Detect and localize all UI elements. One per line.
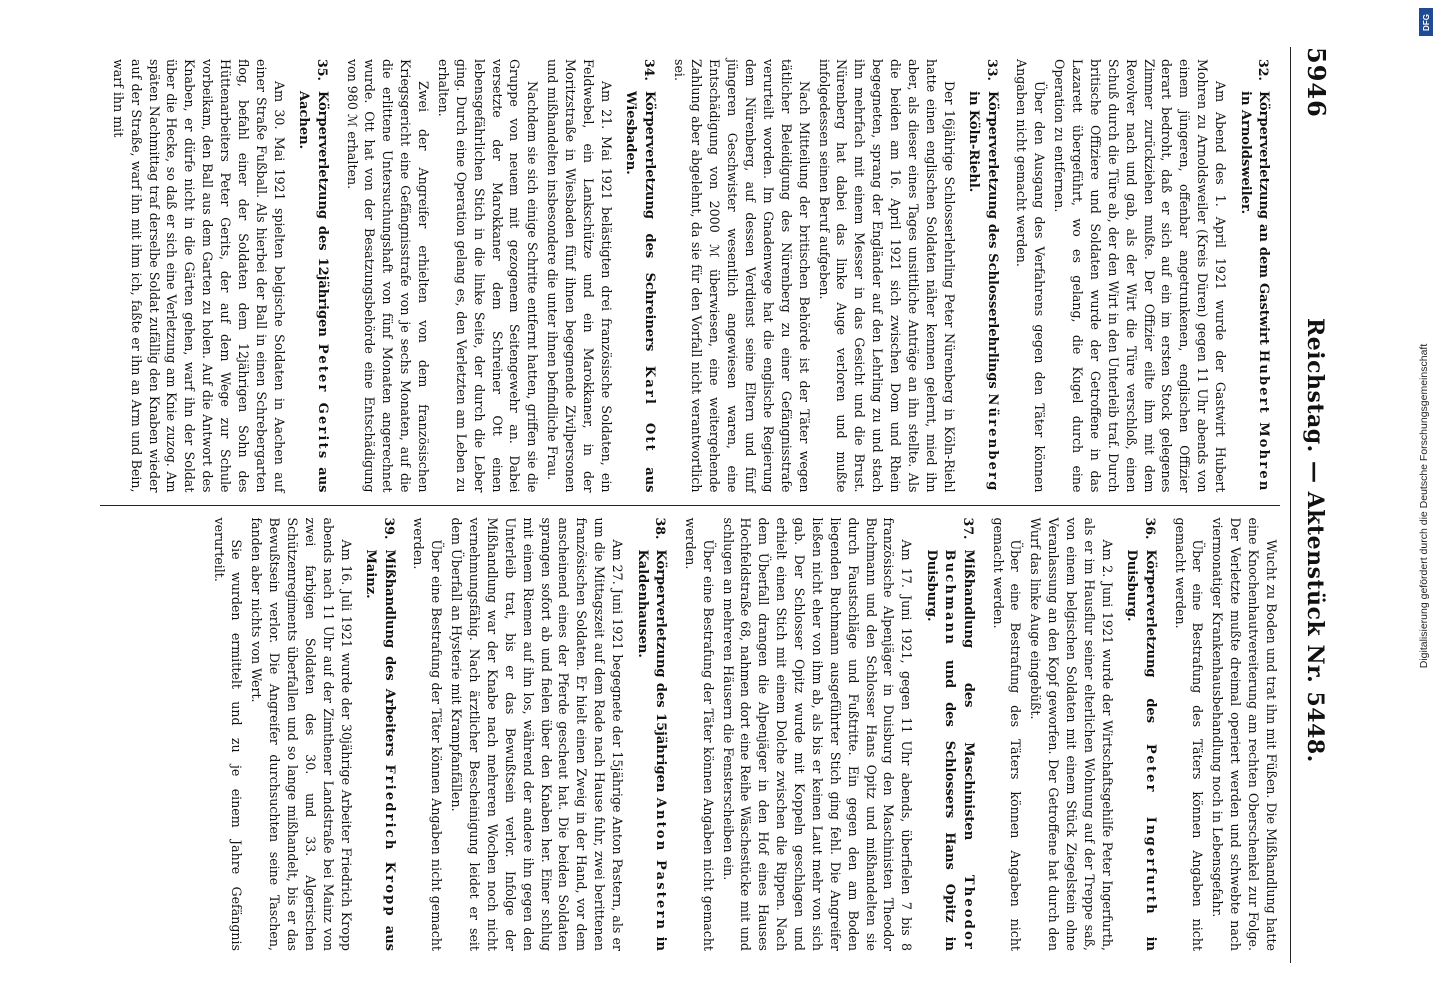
entry-paragraph: Am 21. Mai 1921 belästigten drei französische Soldaten, ein Feldwebel, ein Lankschütze und ein Marokkaner, in der Moritzstraße in Wiesbaden fünf ihnen begegnende Zivilpersonen und mißhandelten insbesondere die unter ihnen befindliche Frau. xyxy=(545,59,614,493)
entry-title-part: in Kaldenhausen. xyxy=(634,549,668,951)
entry-title-part: aus Wiesbaden. xyxy=(623,91,657,493)
column-right xyxy=(100,505,1280,964)
entry-title xyxy=(921,550,976,952)
entry-title-part: Anton Pastern xyxy=(652,797,668,932)
text-columns xyxy=(100,47,1280,963)
entry-paragraph: Der 16jährige Schlosserlehrling Peter Nürenberg in Köln-Riehl hatte einen englischen Soldaten näher kennen gelernt, mied ihn aber, als dieser eines Tages unsittliche Anträge an ihn stellte. Als die beiden am 16. April 1921 sich zwischen Dom und Rhein begegneten, sprang der Engländer auf den Lehrling zu und stach ihn mehrfach mit einem Messer in das Gesicht und die Brust. Nürenberg hat dabei das linke Auge verloren und mußte infolgedessen seinen Beruf aufgeben. xyxy=(816,59,957,493)
entry-heading xyxy=(621,59,658,493)
entry-paragraph: Am 30. Mai 1921 spielten belgische Soldaten in Aachen auf einer Straße Fußball. Als hierbei der Ball in einen Schrebergarten flog, befahl einer der Soldaten dem 12jährigen Sohn des Hüttenarbeiters Peter Gerits, der auf dem Wege zur Schule vorbeikam, den Ball aus dem Garten zu holen. Auf die Antwort des Knaben, er dürfe nicht in die Gärten gehen, warf ihn der Soldat über die Hecke, so daß er sich eine Verletzung am Knie zuzog. Am späten Nachmittag traf derselbe Soldat zufällig den Knaben wieder auf der Straße, warf ihn mit ihm ich, faßte er ihn an Arm und Bein, warf ihn mit xyxy=(110,59,287,493)
entry-title-part: Theodor Buchmann xyxy=(942,549,976,951)
entry-number: 37. xyxy=(960,517,976,540)
digitization-credit xyxy=(1412,20,1432,980)
entry-heading xyxy=(361,518,398,952)
entry-paragraph: Nach Mitteilung der britischen Behörde ist der Täter wegen tätlicher Beleidigung des Nürenberg zu einer Gefängnisstrafe verurteilt worden. Im Gnadenwege hat die englische Regierung dem Nürenberg, auf dessen Verdienst seine Eltern und fünf jüngeren Geschwister wesentlich angewiesen waren, eine Entschädigung von 2000 ℳ überwiesen, eine weitergehende Zahlung aber abgelehnt, da sie für den Vorfall nicht verantwortlich sei. xyxy=(671,59,812,493)
entry-paragraph: Zwei der Angreifer erhielten von dem französischen Kriegsgericht eine Gefängnisstrafe von je sechs Monaten, auf die die erlittene Untersuchungshaft von fünf Monaten angerechnet wurde. Ott hat von der Besatzungsbehörde eine Entschädigung von 980 ℳ erhalten. xyxy=(344,59,432,493)
page-title: Reichstag. — Aktenstück Nr. 5448. xyxy=(1302,317,1328,763)
report-entry xyxy=(343,59,658,493)
dfg-logo xyxy=(1419,8,1433,36)
entry-paragraph: Über eine Bestrafung der Täter können Angaben nicht gemacht werden. xyxy=(411,517,445,951)
entry-heading xyxy=(1235,59,1272,493)
report-entry xyxy=(1013,59,1272,493)
entry-paragraph: Über eine Bestrafung des Täters können Angaben nicht gemacht werden. xyxy=(990,517,1024,951)
entry-title xyxy=(1122,550,1159,952)
entry-title-part: Körperverletzung des 12jährigen xyxy=(314,91,330,344)
report-entry xyxy=(210,518,398,952)
entry-title-part: Körperverletzung des 15jährigen xyxy=(652,549,668,798)
column-left xyxy=(100,47,1280,505)
entry-title-part: aus Mainz. xyxy=(363,549,397,951)
entry-paragraph: Nachdem sie sich einige Schritte entfernt hatten, griffen sie die Gruppe von neuem mit gezogenem Seitengewehr an. Dabei versetzte der Marokkaner dem Schreiner Ott einen lebensgefährlichen Stich in die linke Seite, der durch die Leber ging. Durch eine Operation gelang es, den Verletzten am Leben zu erhalten. xyxy=(435,59,541,493)
entry-title-part: Körperverletzung des Schreiners xyxy=(641,91,657,366)
credit-text: Digitalisierung gefördert durch die Deutsche Forschungsgemeinschaft xyxy=(1418,343,1430,669)
entry-number: 33. xyxy=(984,59,1000,81)
entry-paragraph: Über eine Bestrafung der Täter können Angaben nicht gemacht werden. xyxy=(682,517,716,951)
entry-title-part: und des Schlossers Hans Opitz in Duisburg. xyxy=(923,549,958,951)
entry-title-part: Hubert Mohren xyxy=(1256,349,1271,493)
entry-paragraph: Am 2. Juni 1921 wurde der Wirtschaftsgehilfe Peter Ingerfurth, als er im Hausflur seiner elterlichen Wohnung auf der Treppe saß, von einem belgischen Soldaten mit einem Stück Ziegelstein ohne Veranlassung an den Kopf geworfen. Der Getroffene hat durch den Wurf das linke Auge eingebüßt. xyxy=(1028,517,1115,951)
entry-title-part: Peter Gerits xyxy=(314,343,330,461)
entry-title xyxy=(964,91,1001,493)
entry-title-part: Mißhandlung des Arbeiters xyxy=(381,549,397,765)
entry-number: 38. xyxy=(652,517,668,540)
entry-number: 36. xyxy=(1142,517,1158,540)
entry-paragraph: Am 17. Juni 1921, gegen 11 Uhr abends, überfielen 7 bis 8 französische Alpenjäger in Duisburg den Maschinisten Theodor Buchmann und den Schlosser Hans Opitz und mißhandelten sie durch Faustschläge und Fußtritte. Ein gegen den am Boden liegenden Buchmann ausgeführter Stich ging fehl. Die Angreifer ließen nicht eher von ihm ab, als bis er keinen Laut mehr von sich gab. Der Schlosser Opitz wurde mit Koppeln geschlagen und erhielt einen Stich mit einem Dolche zwischen die Rippen. Nach dem Überfall drangen die Alpenjäger in den Hof eines Hauses Hochfeldstraße 68, nahmen dort eine Reihe Wäschestücke mit und schlugen an mehreren Häusern die Fensterscheiben ein. xyxy=(720,517,915,951)
entry-number: 35. xyxy=(314,59,330,81)
entry-heading xyxy=(294,59,331,493)
entry-title-part: Nürenberg xyxy=(984,393,1000,493)
entry-title-part: Körperverletzung des xyxy=(1142,549,1158,744)
entry-title-part: Körperverletzung an dem Gastwirt xyxy=(1256,91,1271,350)
page-number: 5946 xyxy=(1302,47,1331,118)
entry-heading xyxy=(632,518,669,952)
entry-title-part: Karl Ott xyxy=(641,365,657,453)
entry-number: 34. xyxy=(641,59,657,81)
entry-paragraph: Am Abend des 1. April 1921 wurde der Gastwirt Hubert Mohren zu Arnoldsweiler (Kreis Düren) gegen 11 Uhr abends von einem jüngeren, offenbar angetrunkenen, englischen Offizier derart bedroht, daß er sich auf ein im ersten Stock gelegenes Zimmer zurückziehen mußte. Der Offizier eilte ihm mit dem Revolver nach und gab, als der Wirt die Türe verschloß, einen Schuß durch die Türe ab, der den Wirt in den Unterleib traf. Durch britische Offiziere und Soldaten wurde der Getroffene in das Lazarett übergeführt, wo es gelang, die Kugel durch eine Operation zu entfernen. xyxy=(1052,59,1229,493)
entry-paragraph: Über den Ausgang des Verfahrens gegen den Täter können Angaben nicht gemacht werden. xyxy=(1014,59,1048,493)
entry-title-part: in Arnoldsweiler. xyxy=(1237,91,1253,215)
entry-title-part: Peter Ingerfurth xyxy=(1142,743,1158,916)
entry-paragraph: Sie wurden ermittelt und zu je einem Jahre Gefängnis verurteilt. xyxy=(211,517,245,951)
entry-title-part: Mißhandlung des Maschinisten xyxy=(960,549,976,875)
entry-title-part: Friedrich Kropp xyxy=(381,764,397,918)
report-entry xyxy=(681,518,977,952)
entry-title xyxy=(1235,91,1272,493)
entry-paragraph: Wucht zu Boden und trat ihn mit Füßen. Die Mißhandlung hatte eine Knochenhautvereiterung am rechten Oberschenkel zur Folge. Der Verletzte mußte dreimal operiert werden und schwebte nach viermonatiger Krankenhausbehandlung noch in Lebensgefahr. xyxy=(1210,517,1279,951)
report-entry xyxy=(109,59,331,493)
entry-paragraph: Am 16. Juli 1921 wurde der 30jährige Arbeiter Friedrich Kropp abends nach 11 Uhr auf der Zimthener Landstraße bei Mainz von zwei farbigen Soldaten des 30. und 33. Algerischen Schützenregiments überfallen und so lange mißhandelt, bis er das Bewußtsein verlor. Die Angreifer durchsuchten seine Taschen, fanden aber nichts von Wert. xyxy=(249,517,354,951)
page-header xyxy=(1290,47,1331,963)
entry-paragraph: Am 27. Juni 1921 begegnete der 15jährige Anton Pastern, als er um die Mittagszeit auf dem Rade nach Hause fuhr, zwei berittenen französischen Soldaten. Er hielt einen Zweig in der Hand, vor dem anscheinend eines der Pferde gescheut hat. Die beiden Soldaten sprangen sofort ab und fielen über den Knaben her. Einer schlug mit einem Riemen auf ihn los, während der andere ihn gegen den Unterleib trat, bis er das Bewußtsein verlor. Infolge der Mißhandlung war der Knabe nach mehreren Wochen noch nicht vernehmungsfähig. Nach ärztlicher Bescheinigung leidet er seit dem Überfall an Hysterie mit Krampfanfällen. xyxy=(449,517,626,951)
entry-title xyxy=(361,550,398,952)
entry-heading xyxy=(921,518,976,952)
entry-title-part: aus Aachen. xyxy=(296,91,330,493)
report-entry xyxy=(670,59,1001,493)
dfg-logo-text: DFG xyxy=(1421,13,1431,31)
entry-title-part: in Duisburg. xyxy=(1124,549,1158,951)
report-entry xyxy=(1171,518,1280,952)
document-page xyxy=(85,25,1345,985)
entry-title xyxy=(632,550,669,952)
entry-heading xyxy=(964,59,1001,493)
entry-title xyxy=(294,91,331,493)
entry-number: 39. xyxy=(381,517,397,540)
entry-title-part: in Köln-Riehl. xyxy=(966,91,982,193)
entry-paragraph: Über eine Bestrafung des Täters können Angaben nicht gemacht werden. xyxy=(1172,517,1206,951)
entry-title-part: Körperverletzung des Schlosserlehrlings xyxy=(984,91,1000,394)
entry-heading xyxy=(1122,518,1159,952)
entry-title xyxy=(621,91,658,493)
report-entry xyxy=(989,518,1159,952)
report-entry xyxy=(410,518,669,952)
entry-number: 32. xyxy=(1256,59,1271,81)
